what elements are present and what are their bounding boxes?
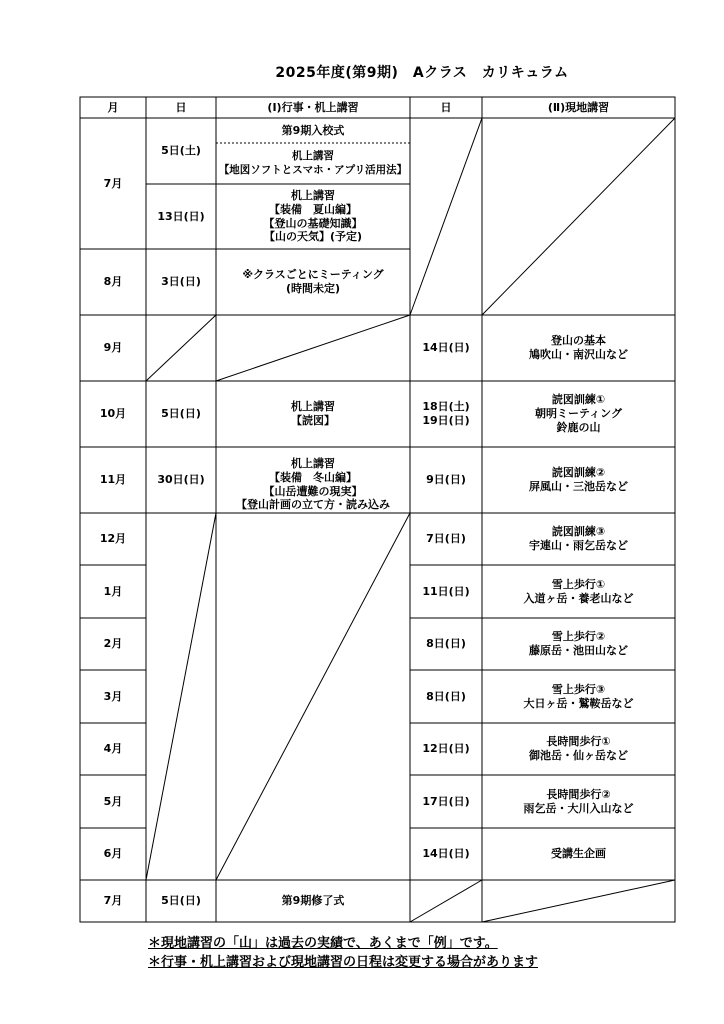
day-cell: 5日(土) bbox=[161, 144, 201, 158]
month-cell: 3月 bbox=[103, 689, 123, 703]
day-cell: 5日(日) bbox=[161, 894, 201, 908]
field-cell: 読図訓練① 朝明ミーティング 鈴鹿の山 bbox=[535, 393, 622, 434]
field-cell: 読図訓練② 屏風山・三池岳など bbox=[529, 466, 628, 493]
day-cell: 13日(日) bbox=[157, 209, 205, 223]
field-day-cell: 8日(日) bbox=[426, 689, 466, 703]
header-month: 月 bbox=[107, 100, 119, 114]
event-cell: 机上講習 【装備 夏山編】 【登山の基礎知識】 【山の天気】(予定) bbox=[263, 189, 363, 244]
field-cell: 雪上歩行① 入道ヶ岳・養老山など bbox=[523, 577, 634, 605]
month-cell: 6月 bbox=[103, 847, 123, 861]
day-cell: 3日(日) bbox=[161, 275, 201, 289]
header-day: 日 bbox=[175, 100, 187, 114]
month-cell: 8月 bbox=[103, 275, 123, 289]
month-cell: 1月 bbox=[103, 584, 123, 598]
field-day-cell: 8日(日) bbox=[426, 637, 466, 651]
day-cell: 5日(日) bbox=[161, 407, 201, 421]
field-day-cell: 18日(土) 19日(日) bbox=[422, 400, 470, 427]
month-cell: 7月 bbox=[103, 176, 123, 190]
month-cell: 9月 bbox=[103, 341, 123, 355]
event-cell: 第9期修了式 bbox=[281, 894, 345, 908]
field-cell: 長時間歩行① 御池岳・仙ヶ岳など bbox=[529, 735, 628, 762]
field-day-cell: 7日(日) bbox=[426, 532, 466, 546]
field-day-cell: 14日(日) bbox=[422, 341, 470, 355]
field-day-cell: 9日(日) bbox=[426, 473, 466, 487]
field-day-cell: 17日(日) bbox=[422, 794, 470, 808]
field-day-cell: 14日(日) bbox=[422, 847, 470, 861]
event-cell: 机上講習 【地図ソフトとスマホ・アプリ活用法】 bbox=[218, 150, 408, 176]
footnote: ＊行事・机上講習および現地講習の日程は変更する場合があります bbox=[148, 955, 539, 970]
month-cell: 11月 bbox=[99, 473, 127, 487]
month-cell: 7月 bbox=[103, 894, 123, 908]
event-cell: 机上講習 【読図】 bbox=[291, 400, 335, 427]
header-events: (Ⅰ)行事・机上講習 bbox=[267, 100, 359, 114]
field-day-cell: 11日(日) bbox=[422, 584, 470, 598]
month-cell: 5月 bbox=[103, 794, 123, 808]
field-cell: 雪上歩行③ 大日ヶ岳・鷲鞍岳など bbox=[523, 682, 634, 710]
field-day-cell: 12日(日) bbox=[422, 742, 470, 756]
month-cell: 12月 bbox=[99, 532, 127, 546]
month-cell: 10月 bbox=[99, 407, 127, 421]
field-cell: 登山の基本 鳩吹山・南沢山など bbox=[529, 334, 628, 361]
event-cell: ※クラスごとにミーティング (時間未定) bbox=[242, 268, 384, 295]
month-cell: 2月 bbox=[103, 637, 123, 651]
header-field-lecture: (Ⅱ)現地講習 bbox=[547, 100, 610, 114]
field-cell: 受講生企画 bbox=[551, 847, 606, 861]
header-day-field: 日 bbox=[440, 100, 452, 114]
field-cell: 雪上歩行② 藤原岳・池田山など bbox=[529, 630, 628, 657]
field-cell: 長時間歩行② 雨乞岳・大川入山など bbox=[523, 787, 634, 815]
page-title: 2025年度(第9期) Aクラス カリキュラム bbox=[275, 65, 569, 81]
month-cell: 4月 bbox=[103, 742, 123, 756]
field-cell: 読図訓練③ 宇連山・雨乞岳など bbox=[529, 525, 628, 552]
footnote: ＊現地講習の「山」は過去の実績で、あくまで「例」です。 bbox=[148, 936, 498, 951]
event-cell: 机上講習 【装備 冬山編】 【山岳遭難の現実】 【登山計画の立て方・読み込み bbox=[236, 457, 390, 512]
day-cell: 30日(日) bbox=[157, 473, 205, 487]
event-cell: 第9期入校式 bbox=[281, 123, 345, 137]
